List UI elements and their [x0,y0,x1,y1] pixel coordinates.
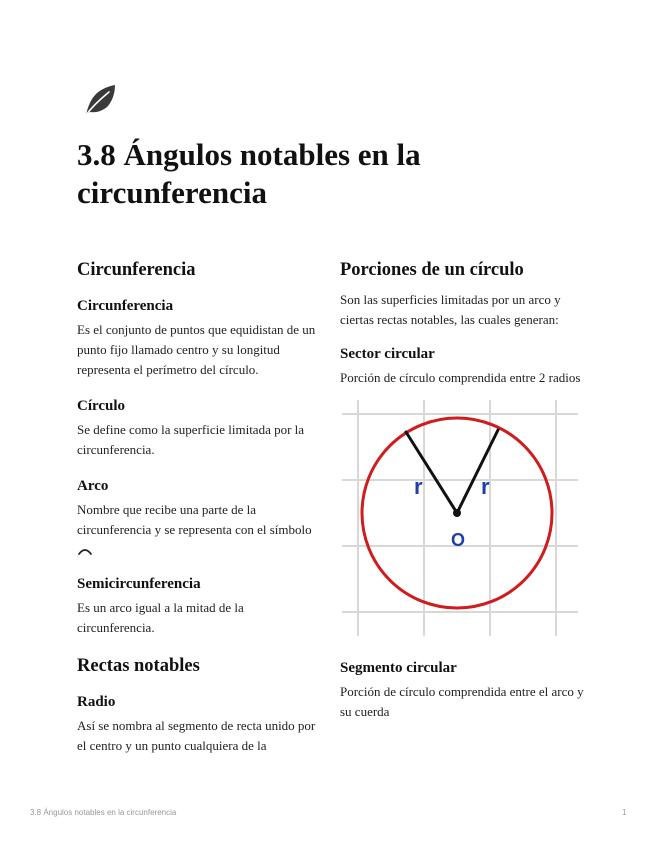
radius-right-line [457,430,498,513]
right-column [340,258,590,738]
page-title: 3.8 Ángulos notables en la circunferencia [77,137,421,210]
text-segmento-circular: Porción de círculo comprendida entre el arco y su cuerda [340,684,584,719]
text-circunferencia: Es el conjunto de puntos que equidistan de un punto fijo llamado centro y su longitud representa el perímetro del círculo. [77,322,316,377]
center-label: O [451,530,466,550]
section-heading-rectas-notables: Rectas notables [77,656,200,676]
left-column [77,258,319,772]
heading-sector-circular: Sector circular [340,346,435,362]
radius-label-left: r [414,474,423,499]
text-sector-circular: Porción de círculo comprendida entre 2 radios [340,370,581,385]
page-number: 1 [622,808,627,817]
grid-lines [342,400,578,636]
section-heading-circunferencia: Circunferencia [77,260,196,280]
radius-label-right: r [481,474,490,499]
heading-arco: Arco [77,478,109,494]
heading-semicircunferencia: Semicircunferencia [77,576,201,592]
heading-circunferencia: Circunferencia [77,298,174,314]
text-porciones-intro: Son las superficies limitadas por un arco y ciertas rectas notables, las cuales generan: [340,292,561,327]
text-radio: Así se nombra al segmento de recta unido por el centro y un punto cualquiera de la [77,718,316,753]
radius-left-line [406,432,457,513]
arc-symbol-icon [77,542,95,560]
footer-title: 3.8 Ángulos notables en la circunferencia [30,808,177,817]
text-arco: Nombre que recibe una parte de la circunferencia y se representa con el símbolo [77,502,312,537]
text-semicircunferencia: Es un arco igual a la mitad de la circunferencia. [77,600,244,635]
section-heading-porciones: Porciones de un círculo [340,260,524,280]
center-point [453,509,461,517]
heading-segmento-circular: Segmento circular [340,660,457,676]
sector-figure [338,396,582,640]
heading-radio: Radio [77,694,116,710]
text-circulo: Se define como la superficie limitada por la circunferencia. [77,422,305,457]
leaf-icon [82,82,118,118]
heading-circulo: Círculo [77,398,126,414]
